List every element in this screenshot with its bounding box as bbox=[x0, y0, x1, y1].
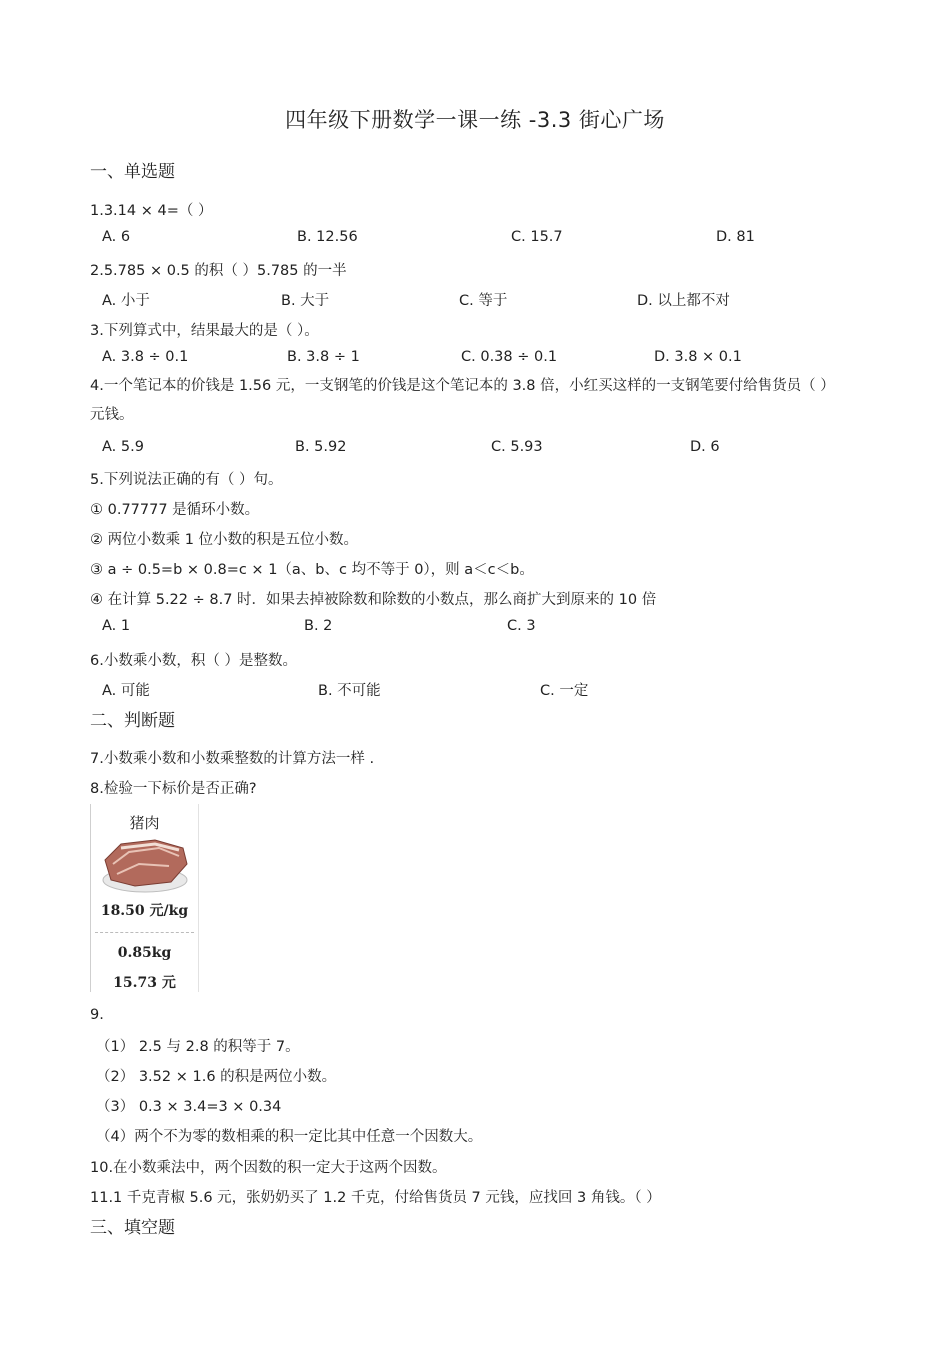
question-1-option-b[interactable]: B. 12.56 bbox=[297, 229, 358, 245]
question-2-option-a[interactable]: A. 小于 bbox=[102, 293, 150, 309]
page-title: 四年级下册数学一课一练 -3.3 街心广场 bbox=[285, 108, 665, 132]
question-9-item: （2） 3.52 × 1.6 的积是两位小数。 bbox=[96, 1069, 337, 1085]
question-11-stem: 11.1 千克青椒 5.6 元，张奶奶买了 1.2 千克，付给售货员 7 元钱，应找回 3 角钱。（ ） bbox=[90, 1190, 661, 1206]
question-5-statement: ② 两位小数乘 1 位小数的积是五位小数。 bbox=[90, 532, 359, 548]
question-4-option-d[interactable]: D. 6 bbox=[690, 439, 720, 455]
question-4-option-b[interactable]: B. 5.92 bbox=[295, 439, 347, 455]
pork-card-title: 猪肉 bbox=[129, 814, 160, 832]
question-5-stem: 5.下列说法正确的有（ ）句。 bbox=[90, 472, 283, 488]
question-3-stem: 3.下列算式中，结果最大的是（ ）。 bbox=[90, 323, 319, 339]
pork-price-card bbox=[90, 804, 199, 992]
question-1-option-c[interactable]: C. 15.7 bbox=[511, 229, 563, 245]
question-1-option-d[interactable]: D. 81 bbox=[716, 229, 755, 245]
section-heading-single-choice: 一、单选题 bbox=[90, 162, 175, 182]
question-5-option-a[interactable]: A. 1 bbox=[102, 618, 131, 634]
question-6-option-b[interactable]: B. 不可能 bbox=[318, 683, 381, 699]
question-8-stem: 8.检验一下标价是否正确? bbox=[90, 781, 257, 797]
question-9-stem: 9. bbox=[90, 1007, 104, 1023]
question-3-option-a[interactable]: A. 3.8 ÷ 0.1 bbox=[102, 349, 189, 365]
question-4-option-a[interactable]: A. 5.9 bbox=[102, 439, 144, 455]
section-heading-true-false: 二、判断题 bbox=[90, 711, 175, 731]
question-6-option-c[interactable]: C. 一定 bbox=[540, 683, 589, 699]
question-2-option-b[interactable]: B. 大于 bbox=[281, 293, 330, 309]
question-9-item: （1） 2.5 与 2.8 的积等于 7。 bbox=[96, 1039, 300, 1055]
question-10-stem: 10.在小数乘法中，两个因数的积一定大于这两个因数。 bbox=[90, 1160, 447, 1176]
question-1-stem: 1.3.14 × 4=（ ） bbox=[90, 203, 213, 219]
question-5-option-b[interactable]: B. 2 bbox=[304, 618, 333, 634]
question-5-option-c[interactable]: C. 3 bbox=[507, 618, 536, 634]
question-3-option-c[interactable]: C. 0.38 ÷ 0.1 bbox=[461, 349, 558, 365]
question-9-item: （4）两个不为零的数相乘的积一定比其中任意一个因数大。 bbox=[96, 1129, 483, 1145]
question-9-item: （3） 0.3 × 3.4=3 × 0.34 bbox=[96, 1099, 282, 1115]
pork-unit-price: 18.50 元/kg bbox=[100, 903, 189, 919]
question-6-stem: 6.小数乘小数，积（ ）是整数。 bbox=[90, 653, 297, 669]
question-1-option-a[interactable]: A. 6 bbox=[102, 229, 131, 245]
question-2-option-d[interactable]: D. 以上都不对 bbox=[637, 293, 730, 309]
question-5-statement: ④ 在计算 5.22 ÷ 8.7 时．如果去掉被除数和除数的小数点，那么商扩大到原来的 10 倍 bbox=[90, 592, 657, 608]
section-heading-fill-blank: 三、填空题 bbox=[90, 1218, 175, 1238]
question-3-option-d[interactable]: D. 3.8 × 0.1 bbox=[654, 349, 742, 365]
pork-weight: 0.85kg bbox=[117, 945, 172, 961]
question-7-stem: 7.小数乘小数和小数乘整数的计算方法一样 . bbox=[90, 751, 375, 767]
pork-image bbox=[99, 834, 189, 896]
question-5-statement: ① 0.77777 是循环小数。 bbox=[90, 502, 260, 518]
question-5-statement: ③ a ÷ 0.5=b × 0.8=c × 1（a、b、c 均不等于 0），则 a＜c＜b。 bbox=[90, 562, 534, 578]
question-3-option-b[interactable]: B. 3.8 ÷ 1 bbox=[287, 349, 360, 365]
question-4-stem: 4.一个笔记本的价钱是 1.56 元，一支钢笔的价钱是这个笔记本的 3.8 倍，小红买这样的一支钢笔要付给售货员（ ）元钱。 bbox=[90, 378, 835, 423]
question-4-option-c[interactable]: C. 5.93 bbox=[491, 439, 543, 455]
question-6-option-a[interactable]: A. 可能 bbox=[102, 683, 150, 699]
card-divider bbox=[95, 932, 194, 933]
pork-total-price: 15.73 元 bbox=[113, 975, 176, 991]
question-2-stem: 2.5.785 × 0.5 的积（ ）5.785 的一半 bbox=[90, 263, 347, 279]
question-2-option-c[interactable]: C. 等于 bbox=[459, 293, 508, 309]
